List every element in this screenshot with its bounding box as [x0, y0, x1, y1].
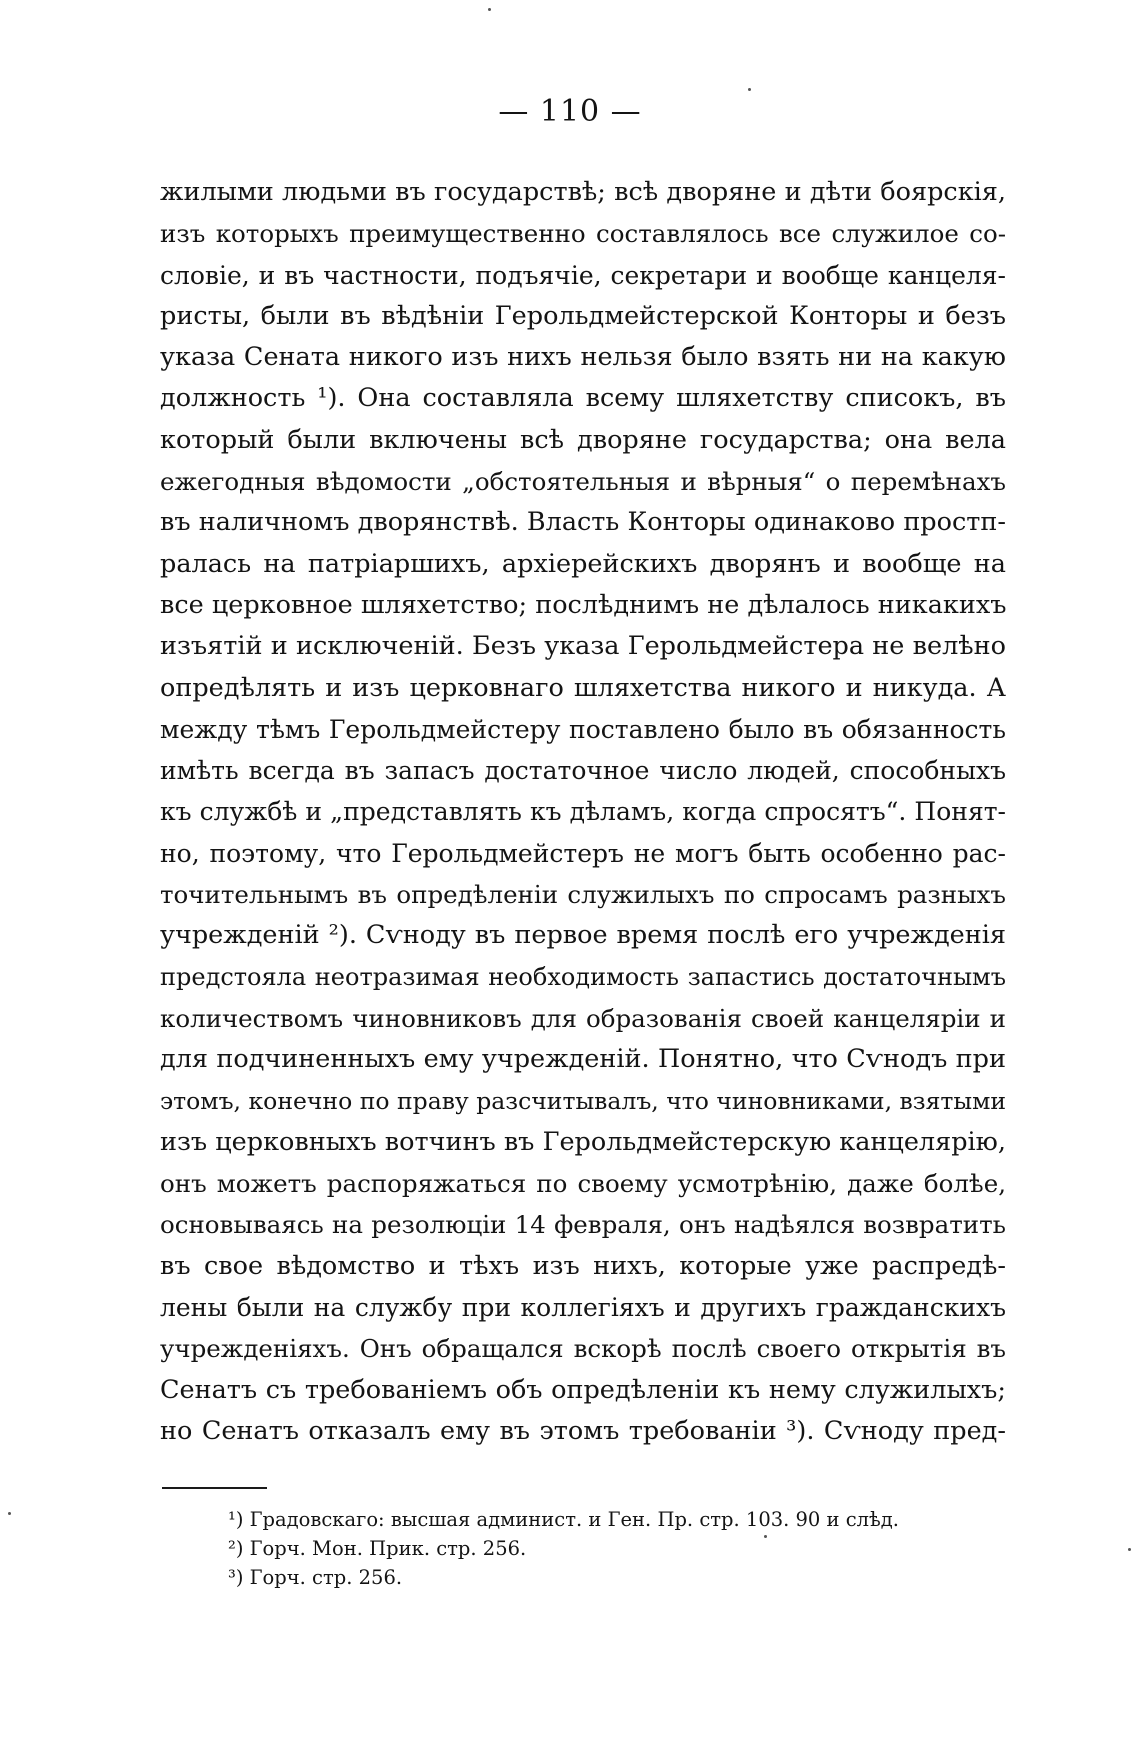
- footnote-divider: [162, 1487, 267, 1489]
- text-line: учрежденій ²). Сѵноду въ первое время послѣ его учрежденія: [160, 920, 1006, 951]
- text-line: но, поэтому, что Герольдмейстеръ не могъ быть особенно рас-: [160, 838, 1006, 868]
- page-number: — 110 —: [498, 94, 642, 129]
- text-line: онъ можетъ распоряжаться по своему усмотрѣнію, даже болѣе,: [160, 1169, 1006, 1199]
- text-line: имѣть всегда въ запасъ достаточное число людей, способныхъ: [160, 756, 1006, 786]
- scan-speck: [488, 8, 491, 11]
- text-line: количествомъ чиновниковъ для образованія своей канцеляріи и: [160, 1003, 1006, 1033]
- text-line: между тѣмъ Герольдмейстеру поставлено было въ обязанность: [160, 714, 1006, 744]
- text-line: изъ которыхъ преимущественно составлялось все служилое со-: [160, 219, 1006, 249]
- text-line: ежегодныя вѣдомости „обстоятельныя и вѣрныя“ о перемѣнахъ: [160, 467, 1006, 497]
- text-line: опредѣлять и изъ церковнаго шляхетства никого и никуда. А: [160, 672, 1006, 703]
- text-line: въ наличномъ дворянствѣ. Власть Конторы одинаково простп-: [160, 507, 1006, 538]
- text-line: основываясь на резолюціи 14 февраля, онъ надѣялся возвратить: [160, 1210, 1006, 1240]
- scan-speck: [764, 1535, 767, 1538]
- scan-speck: [748, 88, 751, 91]
- text-line: въ свое вѣдомство и тѣхъ изъ нихъ, которые уже распредѣ-: [160, 1250, 1006, 1281]
- text-line: Сенатъ съ требованіемъ объ опредѣленіи къ нему служилыхъ;: [160, 1374, 1006, 1405]
- text-line: точительнымъ въ опредѣленіи служилыхъ по спросамъ разныхъ: [160, 880, 1006, 910]
- text-line: должность ¹). Она составляла всему шляхетству списокъ, въ: [160, 383, 1006, 414]
- text-line: указа Сената никого изъ нихъ нельзя было взять ни на какую: [160, 342, 1006, 373]
- scan-speck: [1128, 1548, 1131, 1551]
- text-line: лены были на службу при коллегіяхъ и другихъ гражданскихъ: [160, 1293, 1006, 1323]
- text-line: этомъ, конечно по праву разсчитывалъ, что чиновниками, взятыми: [160, 1086, 1006, 1115]
- footnote: ²) Горч. Мон. Прик. стр. 256.: [228, 1537, 527, 1560]
- text-line: словіе, и въ частности, подъячіе, секретари и вообще канцеля-: [160, 260, 1006, 290]
- text-line: для подчиненныхъ ему учрежденій. Понятно, что Сѵнодъ при: [160, 1044, 1006, 1075]
- text-line: ристы, были въ вѣдѣніи Герольдмейстерской Конторы и безъ: [160, 300, 1006, 331]
- text-line: но Сенатъ отказалъ ему въ этомъ требованіи ³). Сѵноду пред-: [160, 1415, 1006, 1446]
- footnotes: [228, 1505, 988, 1592]
- text-line: предстояла неотразимая необходимость запастись достаточнымъ: [160, 962, 1006, 991]
- text-line: изъ церковныхъ вотчинъ въ Герольдмейстерскую канцелярію,: [160, 1126, 1006, 1157]
- text-line: ралась на патріаршихъ, архіерейскихъ дворянъ и вообще на: [160, 548, 1006, 579]
- text-line: жилыми людьми въ государствѣ; всѣ дворяне и дѣти боярскія,: [160, 177, 1006, 207]
- text-line: учрежденіяхъ. Онъ обращался вскорѣ послѣ своего открытія въ: [160, 1334, 1006, 1364]
- footnote: ¹) Градовскаго: высшая админист. и Ген. Пр. стр. 103. 90 и слѣд.: [228, 1508, 900, 1531]
- text-line: къ службѣ и „представлять къ дѣламъ, когда спросятъ“. Понят-: [160, 797, 1006, 827]
- body-text: [160, 172, 1006, 1452]
- text-line: который были включены всѣ дворяне государства; она вела: [160, 424, 1006, 455]
- text-line: изъятій и исключеній. Безъ указа Герольдмейстера не велѣно: [160, 631, 1006, 662]
- text-line: все церковное шляхетство; послѣднимъ не дѣлалось никакихъ: [160, 589, 1006, 620]
- footnote: ³) Горч. стр. 256.: [228, 1566, 403, 1589]
- scan-speck: [8, 1512, 11, 1515]
